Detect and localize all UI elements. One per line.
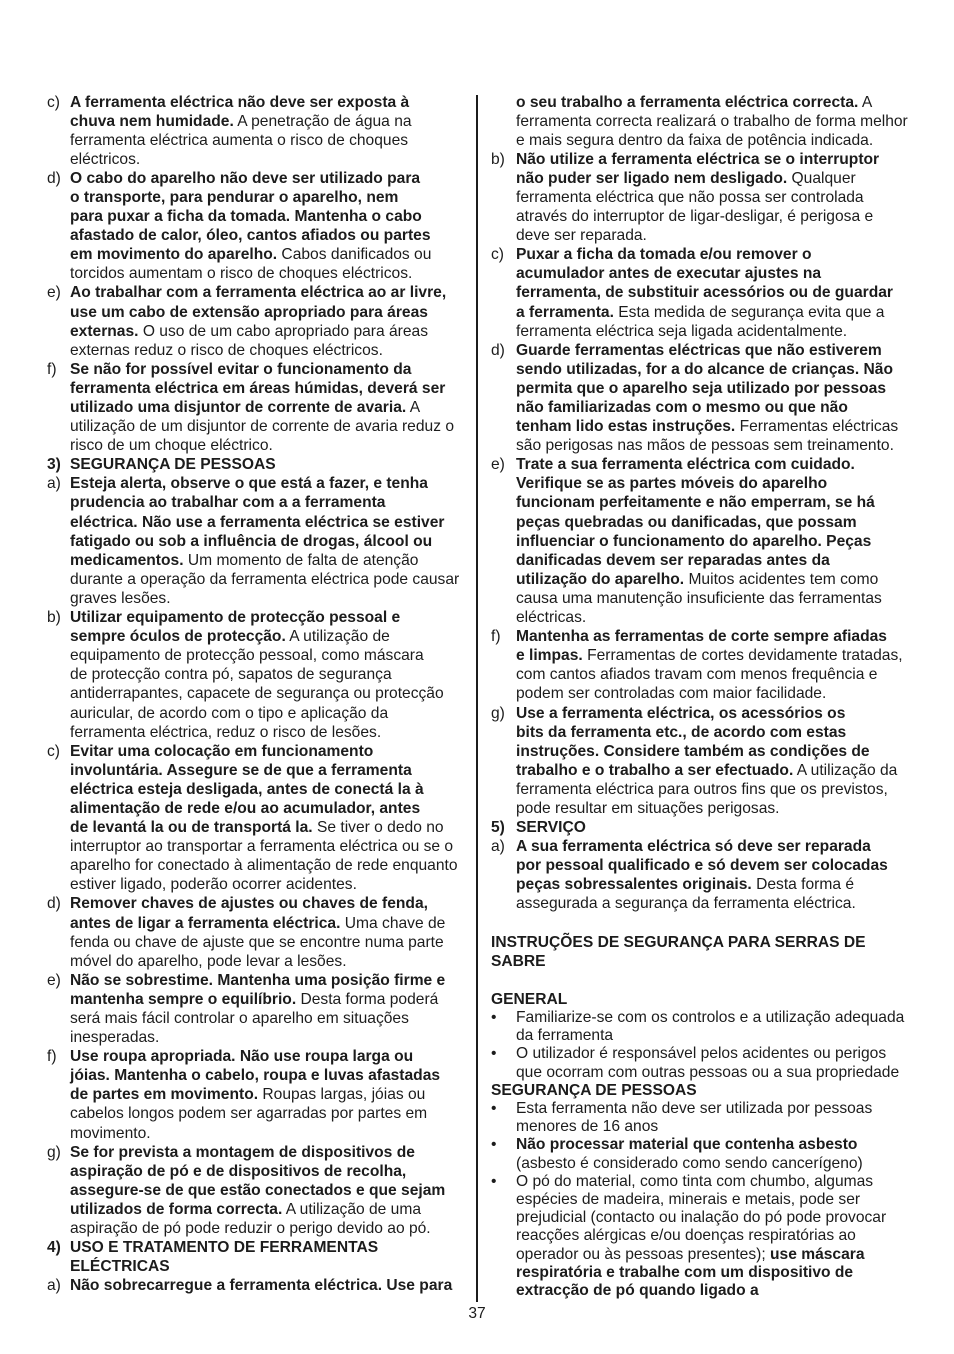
bullet-item	[491, 1100, 931, 1136]
page-number: 37	[468, 1305, 486, 1322]
bold-text: SEGURANÇA DE PESSOAS	[70, 456, 276, 474]
body-text: Desta forma é assegurada a segurança da ferramenta eléctrica.	[516, 876, 856, 913]
left-item-e	[47, 283, 471, 359]
item-label: a)	[47, 475, 61, 493]
bullet-marker: •	[491, 1100, 497, 1118]
bullet-marker: •	[491, 1045, 497, 1063]
body-text: A utilização de equipamento de protecção pessoal, como máscara de protecção contra pó, sapatos de segurança antiderrapantes, capacete de segurança ou protecção auricular, de acordo com o tipo e aplicação da ferramenta eléctrica, reduz o risco de lesões.	[70, 628, 444, 741]
item-text	[70, 1238, 471, 1276]
item-label: f)	[491, 628, 501, 646]
body-text: Roupas largas, jóias ou cabelos longos podem ser agarradas por partes em movimento.	[70, 1086, 428, 1142]
bullet-item	[491, 1173, 931, 1300]
left-item-b	[47, 608, 471, 742]
body-text: A penetração de água na ferramenta eléctrica aumenta o risco de choques eléctricos.	[70, 112, 412, 168]
item-label: c)	[491, 246, 504, 264]
item-label: 3)	[47, 456, 61, 474]
bullet-item	[491, 1009, 931, 1045]
bold-text: Não se sobrestime. Mantenha uma posição firme e mantenha sempre o equilíbrio.	[70, 971, 446, 1008]
body-text: Cabos danificados ou torcidos aumentam o risco de choques eléctricos.	[70, 246, 432, 283]
item-text	[516, 627, 931, 703]
item-text	[516, 455, 931, 627]
bold-text: Utilizar equipamento de protecção pessoal e sempre óculos de protecção.	[70, 609, 401, 646]
bold-text: Não processar material que contenha asbesto	[516, 1136, 858, 1154]
body-text: O utilizador é responsável pelos acidentes ou perigos que ocorram com outras pessoas ou a sua propriedade	[516, 1045, 900, 1081]
bold-text: Remover chaves de ajustes ou chaves de fenda, antes de ligar a ferramenta eléctrica.	[70, 895, 428, 932]
body-text: Uma chave de fenda ou chave de ajuste que se encontre numa parte móvel do aparelho, pode levar a lesões.	[70, 914, 446, 970]
bullet-item	[491, 1045, 931, 1081]
item-label: 5)	[491, 819, 505, 837]
item-text	[70, 1143, 471, 1238]
item-label: b)	[491, 150, 505, 168]
body-text: Desta forma poderá será mais fácil controlar o aparelho em situações inesperadas.	[70, 990, 439, 1047]
item-text	[516, 1136, 931, 1172]
personal-safety-heading: SEGURANÇA DE PESSOAS	[491, 1081, 697, 1099]
bold-text: A ferramenta eléctrica não deve ser exposta à chuva nem humidade.	[70, 93, 410, 130]
right-column-items	[491, 93, 931, 914]
left-item-d	[47, 169, 471, 284]
body-text: Esta ferramenta não deve ser utilizada por pessoas menores de 16 anos	[516, 1100, 873, 1136]
item-text	[516, 704, 931, 819]
bold-text: Esteja alerta, observe o que está a fazer, e tenha prudencia ao trabalhar com a a ferramenta eléctrica. Não use a ferramenta eléctrica se estiver fatigado ou sob a influência de drogas, álcool ou medicamentos.	[70, 475, 445, 569]
left-item-g	[47, 1143, 471, 1238]
left-item-f	[47, 360, 471, 455]
body-text: O uso de um cabo apropriado para áreas externas reduz o risco de choques eléctricos.	[70, 322, 429, 359]
bold-text: Use a ferramenta eléctrica, os acessórios os bits da ferramenta etc., de acordo com estas instruções. Considere também as condições de trabalho e o trabalho a ser efectuado.	[516, 704, 870, 779]
item-text	[516, 1009, 931, 1045]
item-text	[70, 283, 471, 359]
bold-text: USO E TRATAMENTO DE FERRAMENTAS ELÉCTRICAS	[70, 1239, 379, 1276]
bold-text: use máscara respiratória e trabalhe com um dispositivo de extracção de pó quando ligado a	[516, 1245, 865, 1300]
item-text	[70, 1276, 471, 1295]
section-heading-5	[491, 818, 931, 837]
bold-text: SERVIÇO	[516, 819, 586, 837]
body-text: Esta medida de segurança evita que a ferramenta eléctrica seja ligada acidentalmente.	[516, 303, 885, 340]
bold-text: Ao trabalhar com a ferramenta eléctrica ao ar livre, use um cabo de extensão apropriado para áreas externas.	[70, 284, 447, 340]
body-text: Ferramentas eléctricas são perigosas nas mãos de pessoas sem treinamento.	[516, 418, 899, 455]
item-label: b)	[47, 609, 61, 627]
bullet-marker: •	[491, 1172, 497, 1190]
bullet-marker: •	[491, 1136, 497, 1154]
bold-text: O cabo do aparelho não deve ser utilizado para o transporte, para pendurar o aparelho, nem para puxar a ficha da tomada. Mantenha o cabo afastado de calor, óleo, cantos afiados ou partes em movimento do aparelho.	[70, 169, 431, 264]
body-text: Um momento de falta de atenção durante a operação da ferramenta eléctrica pode causar graves lesões.	[70, 551, 460, 607]
left-item-a	[47, 474, 471, 608]
right-item-a	[491, 837, 931, 913]
item-label: d)	[47, 895, 61, 913]
body-text: (asbesto é considerado como sendo cancerígeno)	[516, 1154, 863, 1172]
bold-text: Se for prevista a montagem de dispositivos de aspiração de pó e de dispositivos de recolha, assegure-se de que estão conectados e que sejam utilizados de forma correcta.	[70, 1143, 446, 1218]
item-label: d)	[491, 341, 505, 359]
bold-text: Use roupa apropriada. Não use roupa larga ou jóias. Mantenha o cabelo, roupa e luvas afastadas de partes em movimento.	[70, 1048, 441, 1104]
right-column	[491, 93, 931, 1301]
left-item-c	[47, 742, 471, 895]
item-text	[516, 837, 931, 913]
right-continued-item	[491, 93, 931, 150]
body-text: A ferramenta correcta realizará o trabalho de forma melhor e mais segura dentro da faixa de potência indicada.	[516, 93, 908, 149]
body-text: O pó do material, como tinta com chumbo, algumas espécies de madeira, minerais e metais, pode ser prejudicial (contacto ou inalação do pó pode provocar reacções alérgicas e/ou doenças respiratórias ao operador ou às pessoas presentes);	[516, 1172, 887, 1263]
general-heading: GENERAL	[491, 990, 568, 1008]
item-label: e)	[47, 284, 61, 302]
body-text: A utilização de uma aspiração de pó pode reduzir o perigo devido ao pó.	[70, 1200, 431, 1238]
left-item-d	[47, 894, 471, 970]
body-text: Familiarize-se com os controlos e a utilização adequada da ferramenta	[516, 1009, 905, 1045]
bold-text: Puxar a ficha da tomada e/ou remover o acumulador antes de executar ajustes na ferramenta, de substituir acessórios ou de guardar a ferramenta.	[516, 246, 893, 321]
item-text	[516, 1100, 931, 1136]
item-text	[516, 818, 931, 837]
bold-text: Guarde ferramentas eléctricas que não estiverem sendo utilizadas, for a do alcance de crianças. Não permita que o aparelho seja utilizado por pessoas não familiarizadas com o mesmo ou que não tenham lido estas instruções.	[516, 341, 893, 436]
item-label: 4)	[47, 1239, 61, 1257]
bullet-item	[491, 1136, 931, 1172]
item-label: f)	[47, 360, 57, 378]
item-text	[70, 971, 471, 1047]
bold-text: Trate a sua ferramenta eléctrica com cuidado. Verifique se as partes móveis do aparelho funcionam perfeitamente e não emperram, se há peças quebradas ou danificadas, que possam influenciar o funcionamento do aparelho. Peças danificadas devem ser reparadas antes da utilização do aparelho.	[516, 456, 875, 588]
left-column	[47, 93, 471, 1296]
item-text	[70, 1047, 471, 1142]
item-text	[70, 455, 471, 474]
body-text: Muitos acidentes tem como causa uma manutenção insuficiente das ferramentas eléctricas.	[516, 570, 882, 627]
item-label: a)	[47, 1277, 61, 1295]
section-heading-3	[47, 455, 471, 474]
bullet-marker: •	[491, 1009, 497, 1026]
item-text	[70, 93, 471, 169]
body-text: Se tiver o dedo no interruptor ao transportar a ferramenta eléctrica ou se o aparelho for conectado à alimentação de rede enquanto estiver ligado, poderão ocorrer acidentes.	[70, 819, 458, 894]
bold-text: Evitar uma colocação em funcionamento involuntária. Assegure se de que a ferramenta eléctrica esteja desligada, antes de conectá la à alimentação de rede e/ou ao acumulador, antes de levantá la ou de transportá la.	[70, 742, 424, 837]
left-item-e	[47, 971, 471, 1047]
body-text: Ferramentas de cortes devidamente tratadas, com cantos afiados travam com menos frequência e podem ser controladas com maior facilidade.	[516, 647, 903, 703]
body-text: Qualquer ferramenta eléctrica que não possa ser controlada através do interruptor de ligar-desligar, é perigosa e deve ser reparada.	[516, 169, 874, 245]
left-item-c	[47, 93, 471, 169]
item-text	[70, 474, 471, 608]
item-label: d)	[47, 169, 61, 187]
right-item-b	[491, 150, 931, 245]
section-heading-4	[47, 1238, 471, 1276]
item-text	[516, 341, 931, 456]
right-item-g	[491, 704, 931, 819]
item-label: c)	[47, 93, 60, 111]
sabre-safety-title: INSTRUÇÕES DE SEGURANÇA PARA SERRAS DE SABRE	[491, 933, 866, 970]
column-divider	[476, 95, 478, 1302]
item-text	[70, 742, 471, 895]
item-text	[70, 894, 471, 970]
bold-text: A sua ferramenta eléctrica só deve ser reparada por pessoal qualificado e só devem ser colocadas peças sobressalentes originais.	[516, 838, 888, 894]
item-text	[516, 93, 931, 150]
item-label: e)	[47, 971, 61, 989]
item-text	[516, 1173, 931, 1300]
body-text: A utilização de um disjuntor de corrente de avaria reduz o risco de um choque eléctrico.	[70, 399, 454, 455]
right-item-e	[491, 455, 931, 627]
item-label: f)	[47, 1048, 57, 1066]
sabre-safety-section	[491, 933, 931, 1301]
item-text	[70, 169, 471, 284]
bold-text: Se não for possível evitar o funcionamento da ferramenta eléctrica em áreas húmidas, deverá ser utilizado uma disjuntor de corrente de avaria.	[70, 360, 446, 416]
item-label: g)	[491, 704, 505, 722]
item-label: a)	[491, 838, 505, 856]
right-item-d	[491, 341, 931, 456]
left-item-a	[47, 1276, 471, 1295]
right-item-c	[491, 245, 931, 340]
personal-safety-bullet-list	[491, 1100, 931, 1300]
left-item-f	[47, 1047, 471, 1142]
bold-text: Não sobrecarregue a ferramenta eléctrica. Use para	[70, 1277, 453, 1295]
body-text: A utilização da ferramenta eléctrica para outros fins que os previstos, pode resultar em situações perigosas.	[516, 761, 898, 817]
item-label: g)	[47, 1143, 61, 1161]
bold-text: Mantenha as ferramentas de corte sempre afiadas e limpas.	[516, 628, 887, 665]
bold-text: o seu trabalho a ferramenta eléctrica correcta.	[516, 93, 859, 111]
general-bullet-list	[491, 1009, 931, 1082]
item-text	[70, 360, 471, 455]
right-item-f	[491, 627, 931, 703]
bold-text: Não utilize a ferramenta eléctrica se o interruptor não puder ser ligado nem desligado.	[516, 150, 880, 187]
item-label: e)	[491, 456, 505, 474]
item-text	[516, 1045, 931, 1081]
item-text	[70, 608, 471, 742]
item-text	[516, 150, 931, 245]
item-label: c)	[47, 742, 60, 760]
item-text	[516, 245, 931, 340]
